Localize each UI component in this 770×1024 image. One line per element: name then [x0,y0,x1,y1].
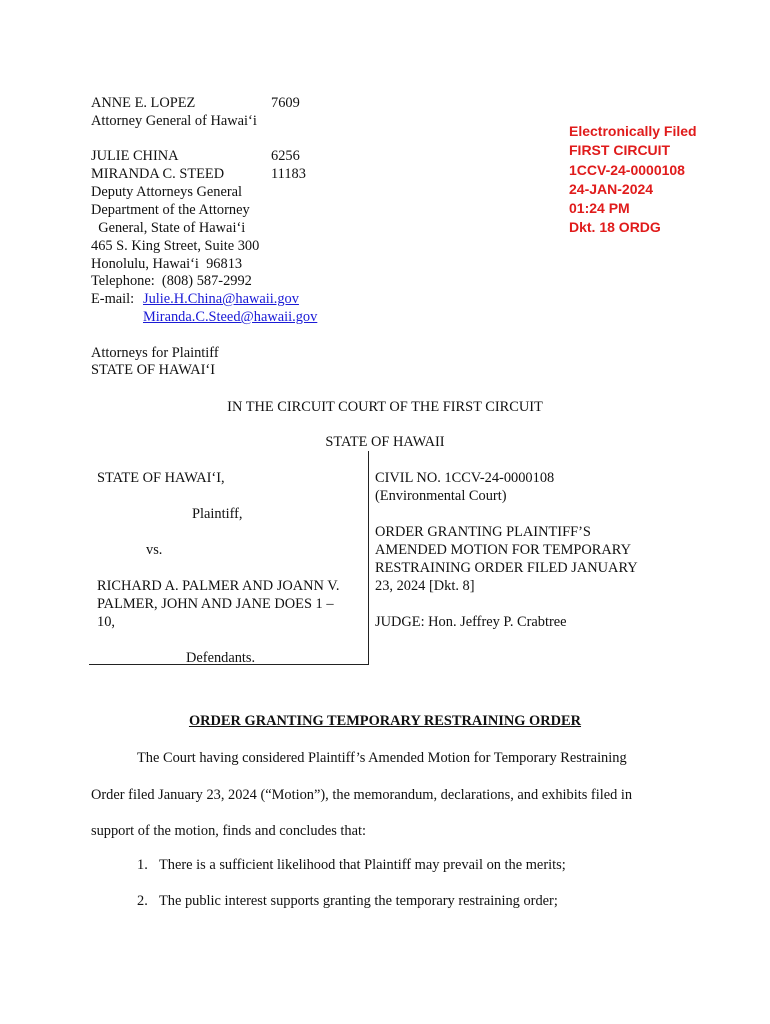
filing-stamp [569,122,697,238]
document-title-line: RESTRAINING ORDER FILED JANUARY [375,560,638,576]
address-line: General, State of Hawai‘i [91,220,246,236]
deputy-name: MIRANDA C. STEED [91,166,225,182]
document-title-line: AMENDED MOTION FOR TEMPORARY [375,542,631,558]
stamp-line: 1CCV-24-0000108 [569,161,685,178]
stamp-line: FIRST CIRCUIT [569,142,671,159]
ag-bar-number: 7609 [271,95,300,111]
versus-label: vs. [146,542,163,558]
finding-number: 1. [137,857,148,873]
deputy-bar-number: 11183 [271,166,306,182]
email-label: E-mail: [91,291,135,307]
plaintiff-name: STATE OF HAWAI‘I, [97,470,225,486]
address-line: Honolulu, Hawai‘i 96813 [91,256,243,272]
defendants-line: PALMER, JOHN AND JANE DOES 1 – [97,596,334,612]
finding-number: 2. [137,893,148,909]
email-link[interactable]: Miranda.C.Steed@hawaii.gov [143,309,318,325]
deputy-name: JULIE CHINA [91,148,179,164]
stamp-line: Dkt. 18 ORDG [569,219,661,236]
defendants-line: RICHARD A. PALMER AND JOANN V. [97,578,340,594]
defendants-role: Defendants. [186,650,256,666]
ag-title: Attorney General of Hawai‘i [91,113,257,129]
attorneys-for-line: Attorneys for Plaintiff [91,345,219,361]
finding-text: The public interest supports granting the temporary restraining order; [159,893,558,909]
email-link[interactable]: Julie.H.China@hawaii.gov [143,291,299,307]
address-line: Department of the Attorney [91,202,250,218]
court-state: STATE OF HAWAII [325,434,445,450]
address-line: 465 S. King Street, Suite 300 [91,238,260,254]
address-line: Deputy Attorneys General [91,184,243,200]
paragraph-line: Order filed January 23, 2024 (“Motion”), the memorandum, declarations, and exhibits filed in [91,787,633,803]
stamp-line: 24-JAN-2024 [569,180,654,197]
attorneys-for-line: STATE OF HAWAI‘I [91,362,215,378]
order-heading: ORDER GRANTING TEMPORARY RESTRAINING ORDER [188,713,582,729]
plaintiff-role: Plaintiff, [192,506,243,522]
civil-number: CIVIL NO. 1CCV-24-0000108 [375,470,555,486]
finding-text: There is a sufficient likelihood that Plaintiff may prevail on the merits; [159,857,566,873]
judge-line: JUDGE: Hon. Jeffrey P. Crabtree [375,614,567,630]
document-title-line: 23, 2024 [Dkt. 8] [375,578,475,594]
document-title-line: ORDER GRANTING PLAINTIFF’S [375,524,591,540]
ag-name: ANNE E. LOPEZ [91,95,196,111]
paragraph-line: The Court having considered Plaintiff’s Amended Motion for Temporary Restraining [137,750,627,766]
court-type: (Environmental Court) [375,488,507,504]
court-name: IN THE CIRCUIT COURT OF THE FIRST CIRCUIT [227,399,543,415]
stamp-line: 01:24 PM [569,200,630,217]
telephone-line: Telephone: (808) 587-2992 [91,273,252,289]
deputy-bar-number: 6256 [271,148,300,164]
defendants-line: 10, [97,614,115,630]
stamp-line: Electronically Filed [569,123,697,139]
paragraph-line: support of the motion, finds and concludes that: [91,823,366,839]
